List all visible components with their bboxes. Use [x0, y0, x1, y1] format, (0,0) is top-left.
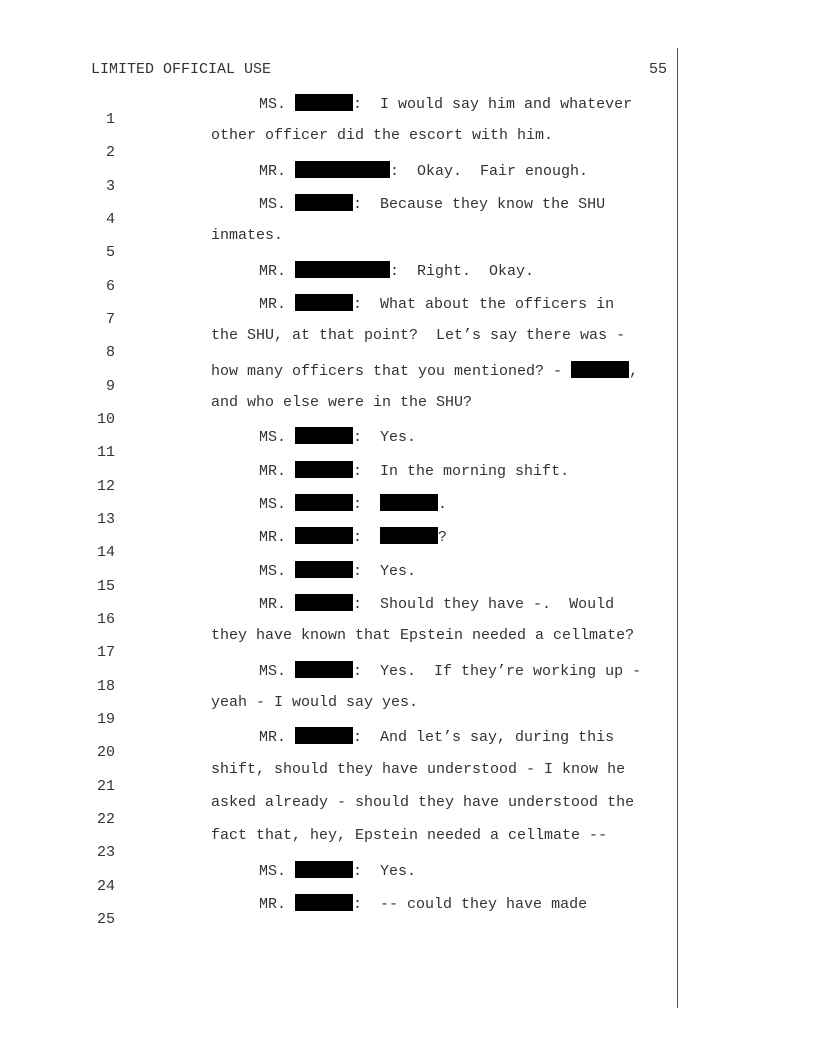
line-number: 8: [105, 344, 115, 361]
line-number: 1: [105, 111, 115, 128]
redaction-box: [295, 294, 353, 311]
speaker-title: MR.: [259, 263, 287, 280]
redaction-box: [295, 894, 353, 911]
speaker-title: MS.: [259, 96, 287, 113]
line-text: they have known that Epstein needed a cellmate?: [211, 627, 635, 644]
speaker-title: MR.: [259, 596, 287, 613]
line-number: 24: [96, 878, 115, 895]
line-number: 23: [96, 844, 115, 861]
transcript-line: [0, 627, 676, 661]
line-text: [259, 427, 416, 446]
line-number: 17: [96, 644, 115, 661]
redaction-box: [295, 861, 353, 878]
line-number: 21: [96, 778, 115, 795]
transcript-line: [0, 461, 676, 495]
transcript-line: [0, 327, 676, 361]
line-number: 10: [96, 411, 115, 428]
spoken-text: : Yes.: [353, 563, 417, 580]
line-text: yeah - I would say yes.: [211, 694, 419, 711]
transcript-line: [0, 127, 676, 161]
trailing-punctuation: .: [438, 496, 448, 513]
line-number: 7: [105, 311, 115, 328]
line-number: 13: [96, 511, 115, 528]
redaction-box: [295, 261, 390, 278]
redaction-box: [295, 461, 353, 478]
transcript-line: [0, 361, 676, 395]
spoken-text: how many officers that you mentioned? -: [211, 363, 572, 380]
speaker-title: MR.: [259, 896, 287, 913]
line-number: 9: [105, 378, 115, 395]
line-text: [259, 161, 588, 180]
line-number: 2: [105, 144, 115, 161]
line-number: 5: [105, 244, 115, 261]
transcript-line: [0, 161, 676, 195]
redaction-box: [295, 527, 353, 544]
speaker-title: MR.: [259, 529, 287, 546]
transcript-line: [0, 494, 676, 528]
transcript-line: [0, 794, 676, 828]
line-text: and who else were in the SHU?: [211, 394, 473, 411]
line-number: 16: [96, 611, 115, 628]
line-text: other officer did the escort with him.: [211, 127, 554, 144]
line-text: [259, 194, 605, 213]
transcript-line: [0, 94, 676, 128]
transcript-line: [0, 594, 676, 628]
transcript-line: [0, 427, 676, 461]
line-text: [259, 494, 447, 513]
margin-rule: [677, 48, 678, 1008]
transcript-line: [0, 661, 676, 695]
speaker-title: MS.: [259, 429, 287, 446]
spoken-text: : And let’s say, during this: [353, 729, 615, 746]
line-text: [259, 527, 447, 546]
line-number: 3: [105, 178, 115, 195]
transcript-line: [0, 727, 676, 761]
redaction-box: [295, 94, 353, 111]
line-text: [259, 727, 614, 746]
spoken-text: : In the morning shift.: [353, 463, 570, 480]
line-text: [259, 861, 416, 880]
line-number: 19: [96, 711, 115, 728]
line-text: [259, 261, 534, 280]
redaction-box: [295, 661, 353, 678]
transcript-line: [0, 761, 676, 795]
line-number: 6: [105, 278, 115, 295]
line-text: shift, should they have understood - I know he: [211, 761, 626, 778]
line-text: inmates.: [211, 227, 284, 244]
transcript-line: [0, 527, 676, 561]
transcript-line: [0, 561, 676, 595]
transcript-line: [0, 861, 676, 895]
line-number: 12: [96, 478, 115, 495]
line-text: asked already - should they have understood the: [211, 794, 635, 811]
page-number: 55: [648, 61, 667, 78]
redaction-box: [295, 161, 390, 178]
trailing-punctuation: ?: [438, 529, 448, 546]
transcript-line: [0, 894, 676, 928]
transcript-line: [0, 827, 676, 861]
transcript-line: [0, 694, 676, 728]
speaker-title: MS.: [259, 663, 287, 680]
line-number: 11: [96, 444, 115, 461]
redaction-box: [295, 727, 353, 744]
line-text: [259, 94, 632, 113]
line-number: 14: [96, 544, 115, 561]
spoken-text: : What about the officers in: [353, 296, 615, 313]
line-text: the SHU, at that point? Let’s say there was -: [211, 327, 626, 344]
line-text: fact that, hey, Epstein needed a cellmate --: [211, 827, 608, 844]
redaction-box: [295, 427, 353, 444]
speaker-title: MR.: [259, 463, 287, 480]
spoken-text: : Right. Okay.: [390, 263, 535, 280]
redaction-box: [380, 527, 438, 544]
redaction-box: [295, 194, 353, 211]
transcript-line: [0, 194, 676, 228]
speaker-title: MS.: [259, 496, 287, 513]
trailing-punctuation: ,: [629, 363, 639, 380]
line-number: 15: [96, 578, 115, 595]
transcript-line: [0, 227, 676, 261]
redaction-box: [571, 361, 629, 378]
speaker-title: MS.: [259, 563, 287, 580]
spoken-text: : Okay. Fair enough.: [390, 163, 589, 180]
page-header-marking: LIMITED OFFICIAL USE: [91, 61, 272, 78]
transcript-line: [0, 394, 676, 428]
redaction-box: [295, 561, 353, 578]
line-number: 4: [105, 211, 115, 228]
spoken-text: :: [353, 496, 381, 513]
spoken-text: : Should they have -. Would: [353, 596, 615, 613]
line-text: [259, 294, 614, 313]
line-text: [259, 561, 416, 580]
speaker-title: MR.: [259, 729, 287, 746]
speaker-title: MR.: [259, 296, 287, 313]
line-number: 20: [96, 744, 115, 761]
line-number: 25: [96, 911, 115, 928]
speaker-title: MR.: [259, 163, 287, 180]
transcript-line: [0, 261, 676, 295]
spoken-text: : Yes.: [353, 863, 417, 880]
line-text: [259, 594, 614, 613]
spoken-text: : I would say him and whatever: [353, 96, 633, 113]
transcript-line: [0, 294, 676, 328]
line-text: [259, 894, 587, 913]
spoken-text: : -- could they have made: [353, 896, 588, 913]
line-number: 22: [96, 811, 115, 828]
spoken-text: : Yes. If they’re working up -: [353, 663, 642, 680]
line-number: 18: [96, 678, 115, 695]
spoken-text: :: [353, 529, 381, 546]
redaction-box: [295, 494, 353, 511]
speaker-title: MS.: [259, 863, 287, 880]
redaction-box: [380, 494, 438, 511]
line-text: [259, 461, 569, 480]
line-text: [259, 661, 641, 680]
spoken-text: : Because they know the SHU: [353, 196, 606, 213]
line-text: [211, 361, 638, 380]
speaker-title: MS.: [259, 196, 287, 213]
spoken-text: : Yes.: [353, 429, 417, 446]
redaction-box: [295, 594, 353, 611]
